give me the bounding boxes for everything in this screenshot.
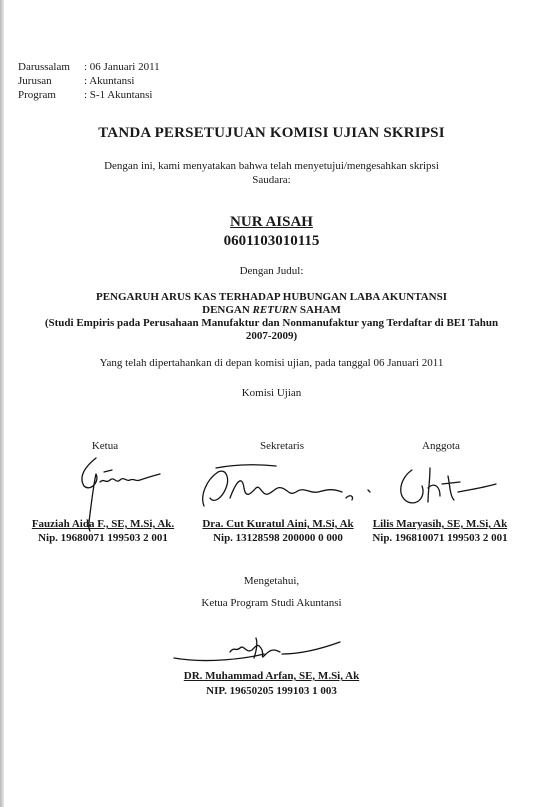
thesis-line: PENGARUH ARUS KAS TERHADAP HUBUNGAN LABA AKUNTANSI — [95, 291, 448, 303]
meta-label: Program — [18, 89, 56, 101]
role-secretary: Sekretaris — [260, 440, 304, 452]
thesis-line: (Studi Empiris pada Perusahaan Manufaktur dan Nonmanufaktur yang Terdaftar di BEI Tahun — [44, 317, 499, 329]
intro-text — [0, 159, 543, 187]
role-chair: Ketua — [91, 440, 119, 452]
meta-row-program — [18, 88, 160, 102]
defense-statement: Yang telah dipertahankan di depan komisi ujian, pada tanggal 06 Januari 2011 — [99, 357, 444, 369]
thesis-italic-text: RETURN — [252, 304, 298, 316]
acknowledged-label: Mengetahui, — [243, 575, 300, 587]
meta-value: : S-1 Akuntansi — [84, 89, 153, 101]
meta-row-place-date — [18, 60, 160, 74]
program-head-title: Ketua Program Studi Akuntansi — [201, 597, 342, 609]
meta-label: Darussalam — [18, 61, 70, 73]
intro-line: Dengan ini, kami menyatakan bahwa telah menyetujui/mengesahkan skripsi — [104, 160, 439, 172]
chair-name: Fauziah Aida F., SE, M.Si, Ak. — [31, 518, 175, 530]
thesis-text: SAHAM — [297, 304, 341, 316]
secretary-nip: Nip. 13128598 200000 0 000 — [213, 532, 343, 544]
student-name: NUR AISAH — [230, 214, 313, 230]
program-head-nip: NIP. 19650205 199103 1 003 — [206, 685, 337, 697]
chair-nip: Nip. 19680071 199503 2 001 — [38, 532, 168, 544]
signature-program-head — [168, 628, 348, 672]
intro-line: Saudara: — [252, 174, 291, 186]
signature-secretary — [196, 458, 386, 518]
thesis-text: DENGAN — [202, 304, 253, 316]
program-head-name: DR. Muhammad Arfan, SE, M.Si, Ak — [183, 670, 360, 682]
title-label: Dengan Judul: — [239, 265, 304, 277]
member-nip: Nip. 196810071 199503 2 001 — [372, 532, 508, 544]
meta-row-department — [18, 74, 160, 88]
thesis-line: 2007-2009) — [245, 330, 298, 342]
thesis-line — [0, 304, 543, 317]
thesis-title — [0, 291, 543, 343]
signature-member — [392, 462, 502, 510]
meta-value: : Akuntansi — [84, 75, 135, 87]
student-nim: 0601103010115 — [223, 233, 320, 249]
meta-value: : 06 Januari 2011 — [84, 61, 160, 73]
member-name: Lilis Maryasih, SE, M.Si, Ak — [372, 518, 508, 530]
document-meta — [18, 60, 160, 102]
page-title: TANDA PERSETUJUAN KOMISI UJIAN SKRIPSI — [98, 125, 445, 141]
secretary-name: Dra. Cut Kuratul Aini, M.Si, Ak — [202, 518, 354, 530]
committee-label: Komisi Ujian — [241, 387, 302, 399]
role-member: Anggota — [422, 440, 460, 452]
meta-label: Jurusan — [18, 75, 52, 87]
